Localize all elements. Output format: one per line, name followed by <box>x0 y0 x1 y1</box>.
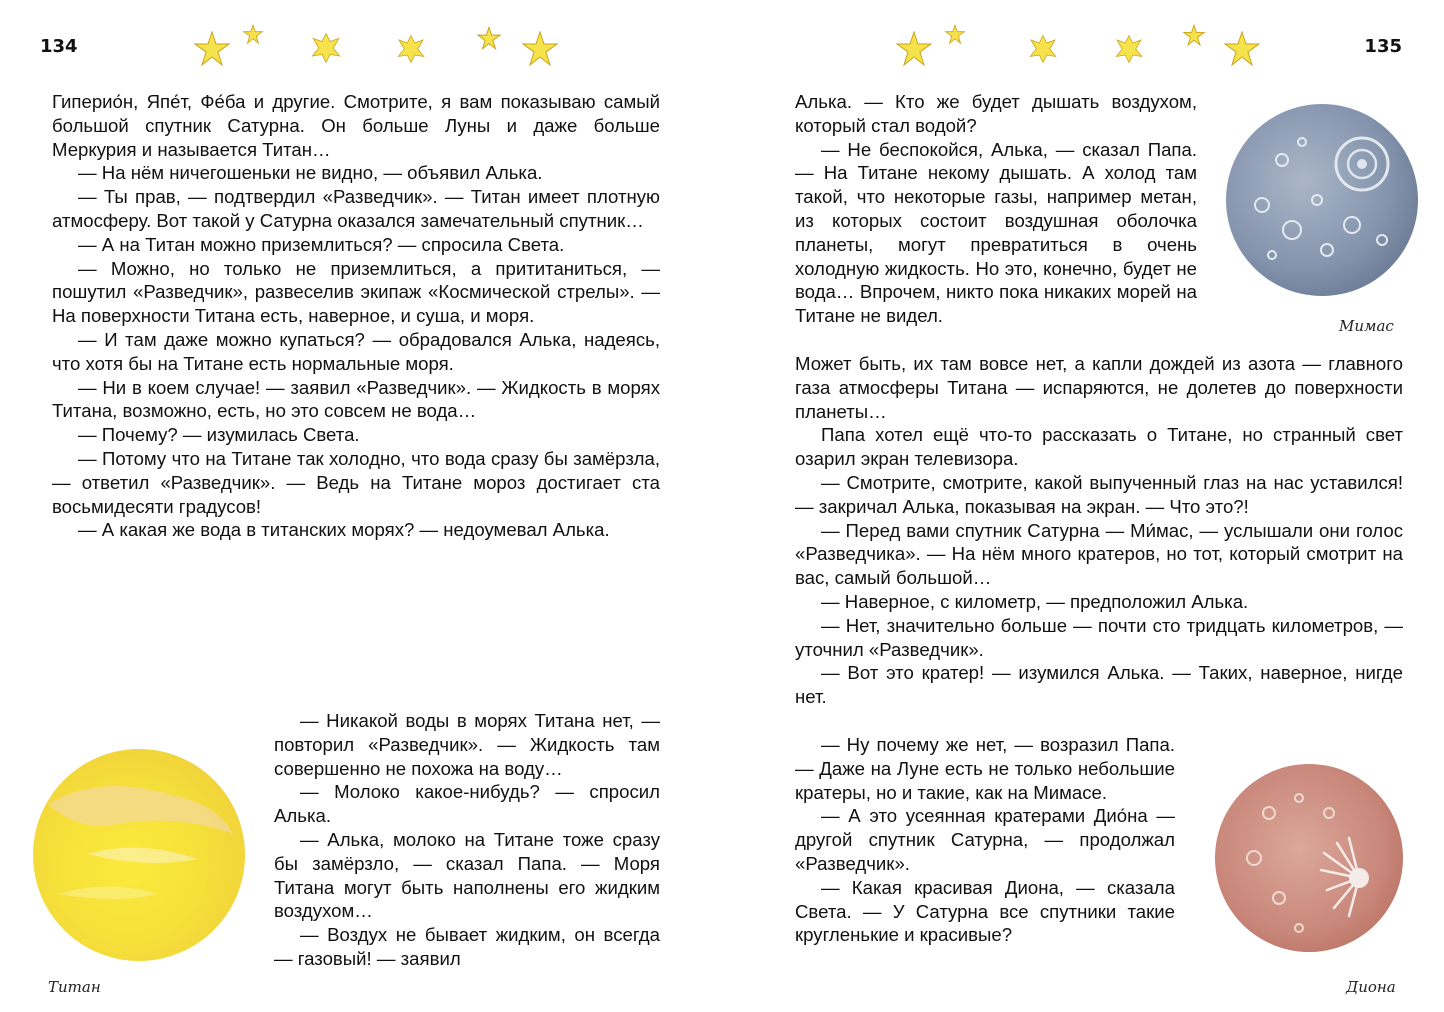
left-side-text <box>274 709 660 971</box>
right-page <box>722 0 1444 1012</box>
star-icon <box>1222 30 1262 70</box>
star-icon <box>1028 34 1058 64</box>
paragraph: — А какая же вода в титанских морях? — недоумевал Алька. <box>78 519 610 541</box>
right-top-text <box>795 90 1197 328</box>
mimas-illustration <box>1222 100 1422 300</box>
paragraph: — Смотрите, смотрите, какой выпученный глаз на нас уставился! — закричал Алька, показывая на экран. — Что это?! <box>795 471 1403 517</box>
paragraph: — Почему? — изумилась Света. <box>78 424 360 446</box>
paragraph: — Потому что на Титане так холодно, что вода сразу бы замёрзла, — ответил «Разведчик». — Ведь на Титане мороз достигает ста восьмидесяти градусов! <box>52 447 660 517</box>
paragraph: — Какая красивая Диона, — сказала Света. — У Сатурна все спутники такие кругленькие и красивые? <box>795 876 1175 946</box>
paragraph: — Перед вами спутник Сатурна — Ми́мас, — услышали они голос «Разведчика». — На нём много кратеров, но тот, который смотрит на вас, самый большой… <box>795 519 1403 589</box>
star-icon <box>396 34 426 64</box>
paragraph: — Ну почему же нет, — возразил Папа. — Даже на Луне есть не только небольшие кратеры, но и такие, как на Мимасе. <box>795 734 1175 803</box>
paragraph: — Наверное, с километр, — предположил Алька. <box>821 590 1249 612</box>
page-number-left: 134 <box>40 36 78 57</box>
star-icon <box>476 26 502 52</box>
caption-titan: Титан <box>48 978 101 996</box>
star-icon <box>242 24 264 46</box>
caption-diona: Диона <box>1346 978 1396 996</box>
paragraph: — На нём ничегошеньки не видно, — объявил Алька. <box>78 162 543 184</box>
stars-decoration-right <box>882 22 1282 72</box>
paragraph: — Вот это кратер! — изумился Алька. — Таких, наверное, нигде нет. <box>795 662 1403 708</box>
page-number-right: 135 <box>1364 36 1402 57</box>
paragraph: — Молоко какое-нибудь? — спросил Алька. <box>274 781 660 827</box>
star-icon <box>1114 34 1144 64</box>
paragraph: — Ни в коем случае! — заявил «Разведчик». — Жидкость в морях Титана, возможно, есть, но это совсем не вода… <box>52 376 660 422</box>
paragraph: — Воздух не бывает жидким, он всегда — газовый! — заявил <box>274 924 660 969</box>
paragraph: — Нет, значительно больше — почти сто тридцать километров, — уточнил «Разведчик». <box>795 614 1403 660</box>
left-main-text <box>52 90 660 542</box>
paragraph: — А это усеянная кратерами Дио́на — другой спутник Сатурна, — продолжал «Разведчик». <box>795 805 1175 874</box>
titan-illustration <box>28 744 250 966</box>
caption-mimas: Мимас <box>1339 317 1394 335</box>
paragraph: Гиперио́н, Япе́т, Фе́ба и другие. Смотрите, я вам показываю самый большой спутник Сатурна. Он больше Луны и даже больше Меркурия и называется Титан… <box>52 91 660 160</box>
star-icon <box>894 30 934 70</box>
paragraph: — Можно, но только не приземлиться, а прититаниться, — пошутил «Разведчик», развеселив экипаж «Космической стрелы». — На поверхности Титана есть, наверное, и суша, и моря. <box>52 257 660 327</box>
right-bottom-text <box>795 733 1175 947</box>
paragraph: — Ты прав, — подтвердил «Разведчик». — Титан имеет плотную атмосферу. Вот такой у Сатурна оказался замечательный спутник… <box>52 186 660 231</box>
paragraph: — Не беспокойся, Алька, — сказал Папа. — На Титане некому дышать. А холод там такой, что некоторые газы, например метан, из которых состоит воздушная оболочка планеты, могут превратиться в очень холодную жидкость. Но это, конечно, будет не вода… Впрочем, никто пока никаких морей на Титане не видел. <box>795 138 1197 327</box>
star-icon <box>944 24 966 46</box>
star-icon <box>192 30 232 70</box>
star-icon <box>1182 24 1206 48</box>
paragraph: — Алька, молоко на Титане тоже сразу бы замёрзло, — сказал Папа. — Моря Титана могут быть наполнены его жидким воздухом… <box>274 828 660 922</box>
stars-decoration-left <box>180 22 640 72</box>
paragraph: — Никакой воды в морях Титана нет, — повторил «Разведчик». — Жидкость там совершенно не похожа на воду… <box>274 710 660 779</box>
paragraph: Папа хотел ещё что-то рассказать о Титане, но странный свет озарил экран телевизора. <box>795 424 1403 470</box>
right-middle-text <box>795 352 1403 709</box>
star-icon <box>310 32 342 64</box>
diona-illustration <box>1209 758 1409 958</box>
paragraph: Алька. — Кто же будет дышать воздухом, который стал водой? <box>795 91 1197 136</box>
star-icon <box>520 30 560 70</box>
paragraph: — А на Титан можно приземлиться? — спросила Света. <box>78 233 565 255</box>
paragraph: Может быть, их там вовсе нет, а капли дождей из азота — главного газа атмосферы Титана — испаряются, не долетев до поверхности планеты… <box>795 353 1403 422</box>
paragraph: — И там даже можно купаться? — обрадовался Алька, надеясь, что хотя бы на Титане есть нормальные моря. <box>52 328 660 374</box>
